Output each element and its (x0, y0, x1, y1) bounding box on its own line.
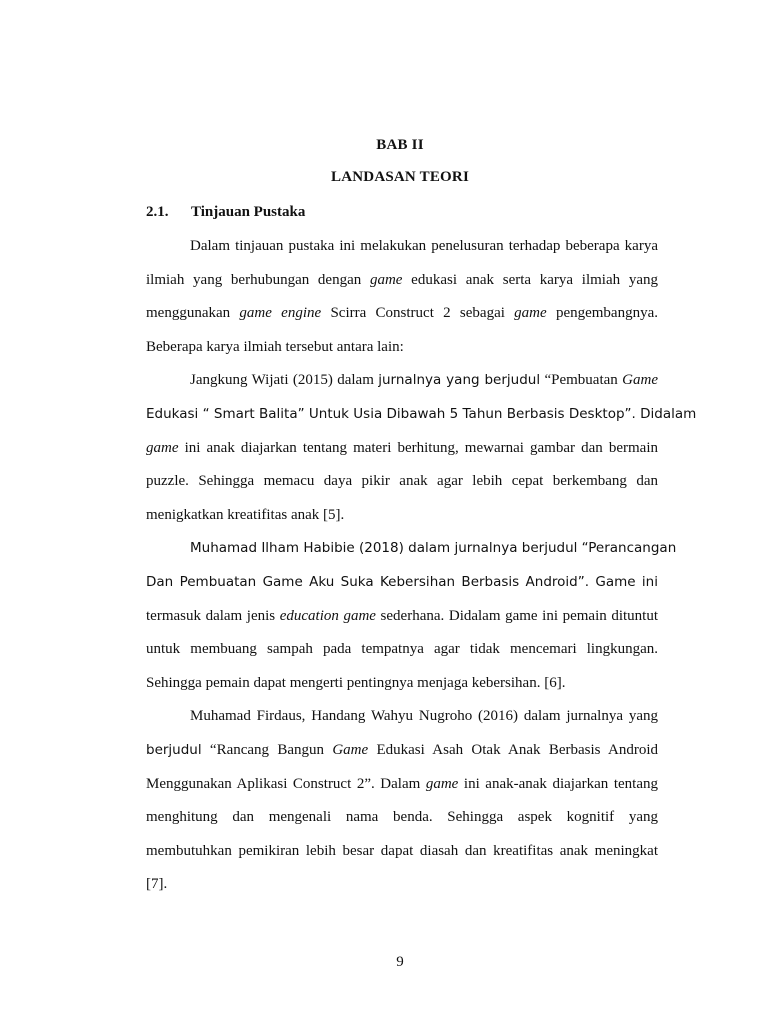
text-run: ilmiah yang berhubungan dengan (146, 271, 370, 288)
text-run: [7]. (146, 876, 168, 893)
text-line (146, 364, 658, 398)
section-heading (146, 204, 305, 221)
text-run: untuk membuang sampah pada tempatnya agar tidak mencemari lingkungan. (146, 641, 658, 658)
text-run: Jangkung Wijati (2015) dalam (190, 372, 379, 389)
body-text (146, 230, 697, 902)
text-run: sederhana. Didalam game ini pemain dituntut (375, 607, 658, 624)
text-line (146, 331, 658, 365)
emphasis-text: game engine (239, 305, 322, 322)
text-run: Sehingga pemain dapat mengerti pentingnya menjaga kebersihan. [6]. (146, 674, 566, 691)
text-run: Edukasi Asah Otak Anak Berbasis Android (368, 741, 658, 758)
text-line (146, 465, 658, 499)
text-line (146, 532, 677, 566)
text-run: ini anak diajarkan tentang materi berhitung, mewarnai gambar dan bermain (178, 439, 658, 456)
paragraph (146, 700, 658, 902)
emphasis-text: Game (622, 372, 658, 389)
text-run: edukasi anak serta karya ilmiah yang (402, 271, 658, 288)
emphasis-text: education game (279, 607, 376, 624)
text-run: “Rancang Bangun (201, 741, 333, 758)
page-number: 9 (396, 954, 404, 970)
paragraph (146, 364, 697, 532)
text-line (146, 667, 658, 701)
text-run: puzzle. Sehingga memacu daya pikir anak agar lebih cepat berkembang dan (146, 473, 658, 490)
text-run: berjudul (146, 741, 202, 758)
text-line (146, 700, 658, 734)
emphasis-text: game (146, 439, 179, 456)
text-run: termasuk dalam jenis (146, 607, 280, 624)
text-line (146, 633, 658, 667)
paragraph (146, 532, 677, 700)
emphasis-text: game (369, 271, 403, 288)
text-run: membutuhkan pemikiran lebih besar dapat diasah dan kreatifitas anak meningkat (146, 842, 658, 859)
text-run: Edukasi “ Smart Balita” Untuk Usia Dibawah 5 Tahun Berbasis Desktop”. Didalam (146, 405, 697, 422)
text-run: menggunakan (146, 305, 240, 322)
text-line (146, 230, 658, 264)
text-run: Dalam tinjauan pustaka ini melakukan penelusuran terhadap beberapa karya (190, 238, 658, 254)
text-line (146, 768, 658, 802)
text-run: jurnalnya yang berjudul (378, 372, 541, 389)
text-run: Menggunakan Aplikasi Construct 2”. Dalam (146, 775, 426, 792)
chapter-title: BAB II (376, 137, 424, 153)
text-run: Beberapa karya ilmiah tersebut antara lain: (146, 338, 404, 355)
text-run: pengembangnya. (546, 305, 658, 322)
emphasis-text: game (425, 775, 459, 792)
text-run: Muhamad Ilham Habibie (2018) dalam jurnalnya berjudul “Perancangan (190, 540, 677, 557)
emphasis-text: game (514, 305, 547, 322)
text-run: menigkatkan kreatifitas anak [5]. (146, 506, 345, 523)
text-line (146, 600, 658, 634)
text-line (146, 297, 658, 331)
text-line (146, 734, 658, 768)
section-title: Tinjauan Pustaka (191, 204, 306, 220)
text-run: ini anak-anak diajarkan tentang (458, 775, 658, 792)
paragraph (146, 230, 658, 364)
text-line (146, 499, 658, 533)
text-run: Dan Pembuatan Game Aku Suka Kebersihan Berbasis Android”. Game ini (146, 573, 658, 590)
section-number: 2.1. (146, 204, 169, 220)
text-line (146, 566, 658, 600)
text-run: Scirra Construct 2 sebagai (321, 305, 515, 322)
text-line (146, 264, 658, 298)
text-run: menghitung dan mengenali nama benda. Sehingga aspek kognitif yang (146, 809, 658, 826)
text-line (146, 801, 658, 835)
text-line (146, 835, 658, 869)
text-line (146, 398, 697, 432)
text-run: “Pembuatan (540, 372, 623, 389)
text-run: Muhamad Firdaus, Handang Wahyu Nugroho (2016) dalam jurnalnya yang (190, 708, 658, 725)
text-line (146, 868, 658, 902)
emphasis-text: Game (332, 741, 369, 758)
text-line (146, 432, 658, 466)
chapter-subtitle: LANDASAN TEORI (331, 169, 469, 185)
